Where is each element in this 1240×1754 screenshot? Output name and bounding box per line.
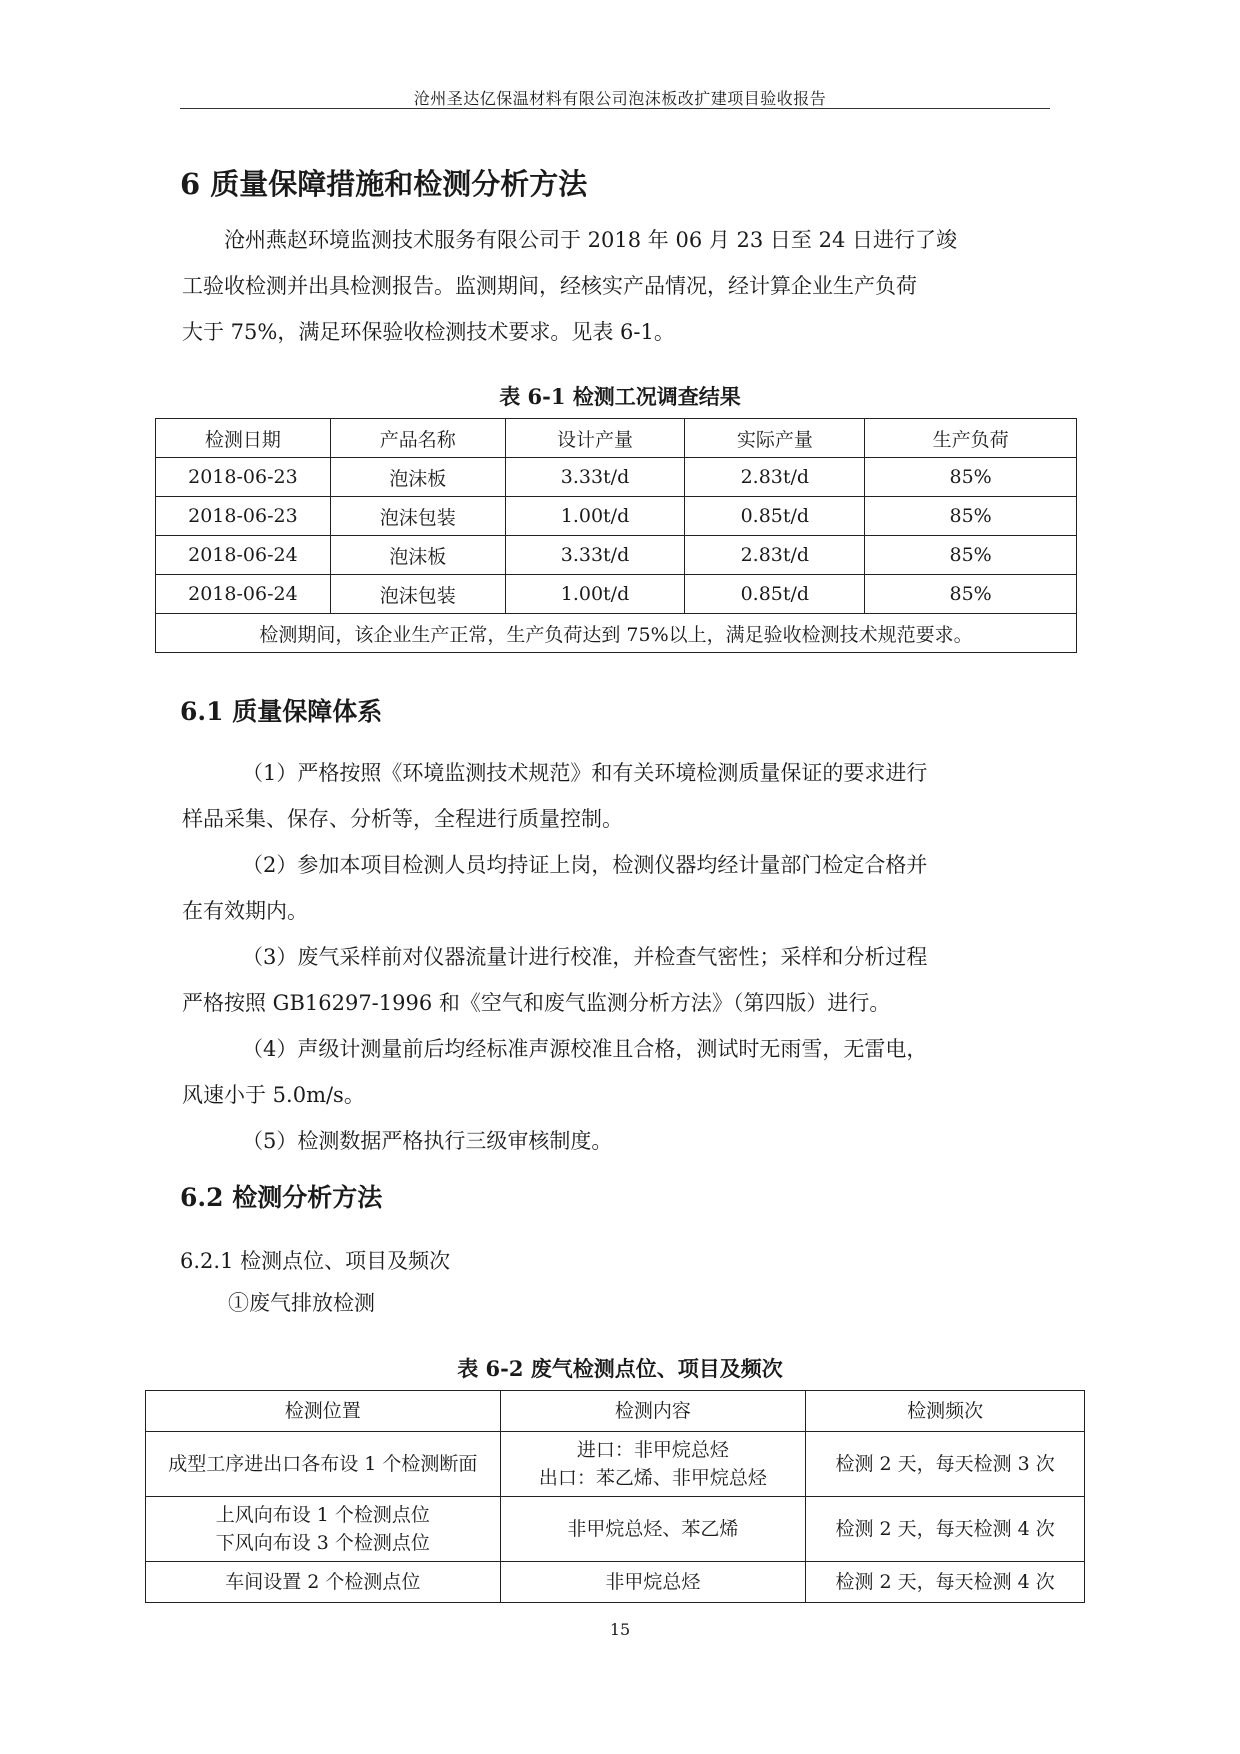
table-cell — [500, 1432, 806, 1497]
table-cell — [146, 1432, 501, 1497]
qa-item-3-line-2: 严格按照 GB16297-1996 和《空气和废气监测分析方法》（第四版）进行。 — [182, 991, 891, 1015]
table-cell: 85% — [865, 497, 1077, 536]
table-cell: 泡沫包装 — [330, 575, 505, 614]
table-cell: 2.83t/d — [685, 458, 865, 497]
table-6-1 — [155, 418, 1077, 653]
table-row — [146, 1562, 1085, 1603]
intro-line-2: 工验收检测并出具检测报告。监测期间，经核实产品情况，经计算企业生产负荷 — [182, 274, 917, 298]
table-row — [146, 1497, 1085, 1562]
table-cell: 0.85t/d — [685, 497, 865, 536]
header-cell: 设计产量 — [505, 419, 685, 458]
table-note: 检测期间，该企业生产正常，生产负荷达到 75%以上，满足验收检测技术规范要求。 — [156, 614, 1077, 653]
table-cell: 3.33t/d — [505, 458, 685, 497]
header-cell: 实际产量 — [685, 419, 865, 458]
page-number: 15 — [609, 1620, 631, 1639]
table-cell: 检测 2 天，每天检测 4 次 — [806, 1497, 1085, 1562]
table-cell — [500, 1562, 806, 1603]
subsection-6-2-1: 6.2.1 检测点位、项目及频次 — [180, 1249, 451, 1273]
table-cell: 泡沫板 — [330, 536, 505, 575]
qa-item-3-line-1: （3）废气采样前对仪器流量计进行校准，并检查气密性；采样和分析过程 — [242, 945, 928, 969]
table-cell: 1.00t/d — [505, 497, 685, 536]
table-header-row — [156, 419, 1077, 458]
table-cell: 2018-06-24 — [156, 536, 331, 575]
header-cell: 生产负荷 — [865, 419, 1077, 458]
intro-line-1: 沧州燕赵环境监测技术服务有限公司于 2018 年 06 月 23 日至 24 日进行了竣 — [224, 228, 958, 252]
qa-item-4-line-2: 风速小于 5.0m/s。 — [182, 1083, 365, 1107]
table-cell: 85% — [865, 536, 1077, 575]
table-cell: 85% — [865, 458, 1077, 497]
qa-item-1-line-2: 样品采集、保存、分析等，全程进行质量控制。 — [182, 807, 623, 831]
cell-line: 上风向布设 1 个检测点位 — [215, 1504, 430, 1526]
running-header: 沧州圣达亿保温材料有限公司泡沫板改扩建项目验收报告 — [413, 89, 827, 108]
table-cell — [146, 1562, 501, 1603]
table-cell: 3.33t/d — [505, 536, 685, 575]
qa-item-1-line-1: （1）严格按照《环境监测技术规范》和有关环境检测质量保证的要求进行 — [242, 761, 928, 785]
intro-line-3: 大于 75%，满足环保验收检测技术要求。见表 6-1。 — [182, 320, 675, 344]
table-6-2 — [145, 1390, 1085, 1603]
cell-line: 出口：苯乙烯、非甲烷总烃 — [538, 1467, 767, 1489]
header-cell: 检测频次 — [806, 1391, 1085, 1432]
table-cell — [146, 1497, 501, 1562]
section-6-2-heading: 6.2 检测分析方法 — [180, 1183, 383, 1212]
header-cell: 产品名称 — [330, 419, 505, 458]
qa-item-2-line-2: 在有效期内。 — [182, 899, 308, 923]
table-cell — [500, 1497, 806, 1562]
header-cell: 检测日期 — [156, 419, 331, 458]
table-row — [146, 1432, 1085, 1497]
table-cell: 泡沫板 — [330, 458, 505, 497]
table-cell: 泡沫包装 — [330, 497, 505, 536]
qa-item-4-line-1: （4）声级计测量前后均经标准声源校准且合格，测试时无雨雪，无雷电， — [242, 1037, 928, 1061]
section-6-1-heading: 6.1 质量保障体系 — [180, 697, 383, 726]
table-cell: 2018-06-23 — [156, 497, 331, 536]
header-cell: 检测位置 — [146, 1391, 501, 1432]
table-cell: 1.00t/d — [505, 575, 685, 614]
table-note-row — [156, 614, 1077, 653]
qa-item-2-line-1: （2）参加本项目检测人员均持证上岗，检测仪器均经计量部门检定合格并 — [242, 853, 928, 877]
cell-line: 下风向布设 3 个检测点位 — [215, 1532, 430, 1554]
cell-line: 进口：非甲烷总烃 — [576, 1439, 729, 1461]
table-6-2-caption: 表 6-2 废气检测点位、项目及频次 — [457, 1356, 783, 1381]
table-row — [156, 575, 1077, 614]
qa-item-5: （5）检测数据严格执行三级审核制度。 — [242, 1129, 613, 1153]
table-6-1-caption: 表 6-1 检测工况调查结果 — [499, 384, 741, 409]
table-cell: 检测 2 天，每天检测 4 次 — [806, 1562, 1085, 1603]
subitem-exhaust-gas: ①废气排放检测 — [228, 1291, 375, 1315]
section-6-heading: 6 质量保障措施和检测分析方法 — [180, 167, 588, 201]
table-cell: 2018-06-24 — [156, 575, 331, 614]
table-cell: 2.83t/d — [685, 536, 865, 575]
cell-line: 成型工序进出口各布设 1 个检测断面 — [168, 1453, 478, 1475]
table-cell: 85% — [865, 575, 1077, 614]
header-cell: 检测内容 — [500, 1391, 806, 1432]
table-cell: 0.85t/d — [685, 575, 865, 614]
table-header-row — [146, 1391, 1085, 1432]
header-rule — [180, 108, 1050, 109]
table-row — [156, 497, 1077, 536]
table-row — [156, 458, 1077, 497]
table-cell: 2018-06-23 — [156, 458, 331, 497]
table-cell: 检测 2 天，每天检测 3 次 — [806, 1432, 1085, 1497]
cell-line: 非甲烷总烃 — [605, 1571, 701, 1593]
cell-line: 非甲烷总烃、苯乙烯 — [567, 1518, 739, 1540]
table-row — [156, 536, 1077, 575]
cell-line: 车间设置 2 个检测点位 — [225, 1571, 421, 1593]
